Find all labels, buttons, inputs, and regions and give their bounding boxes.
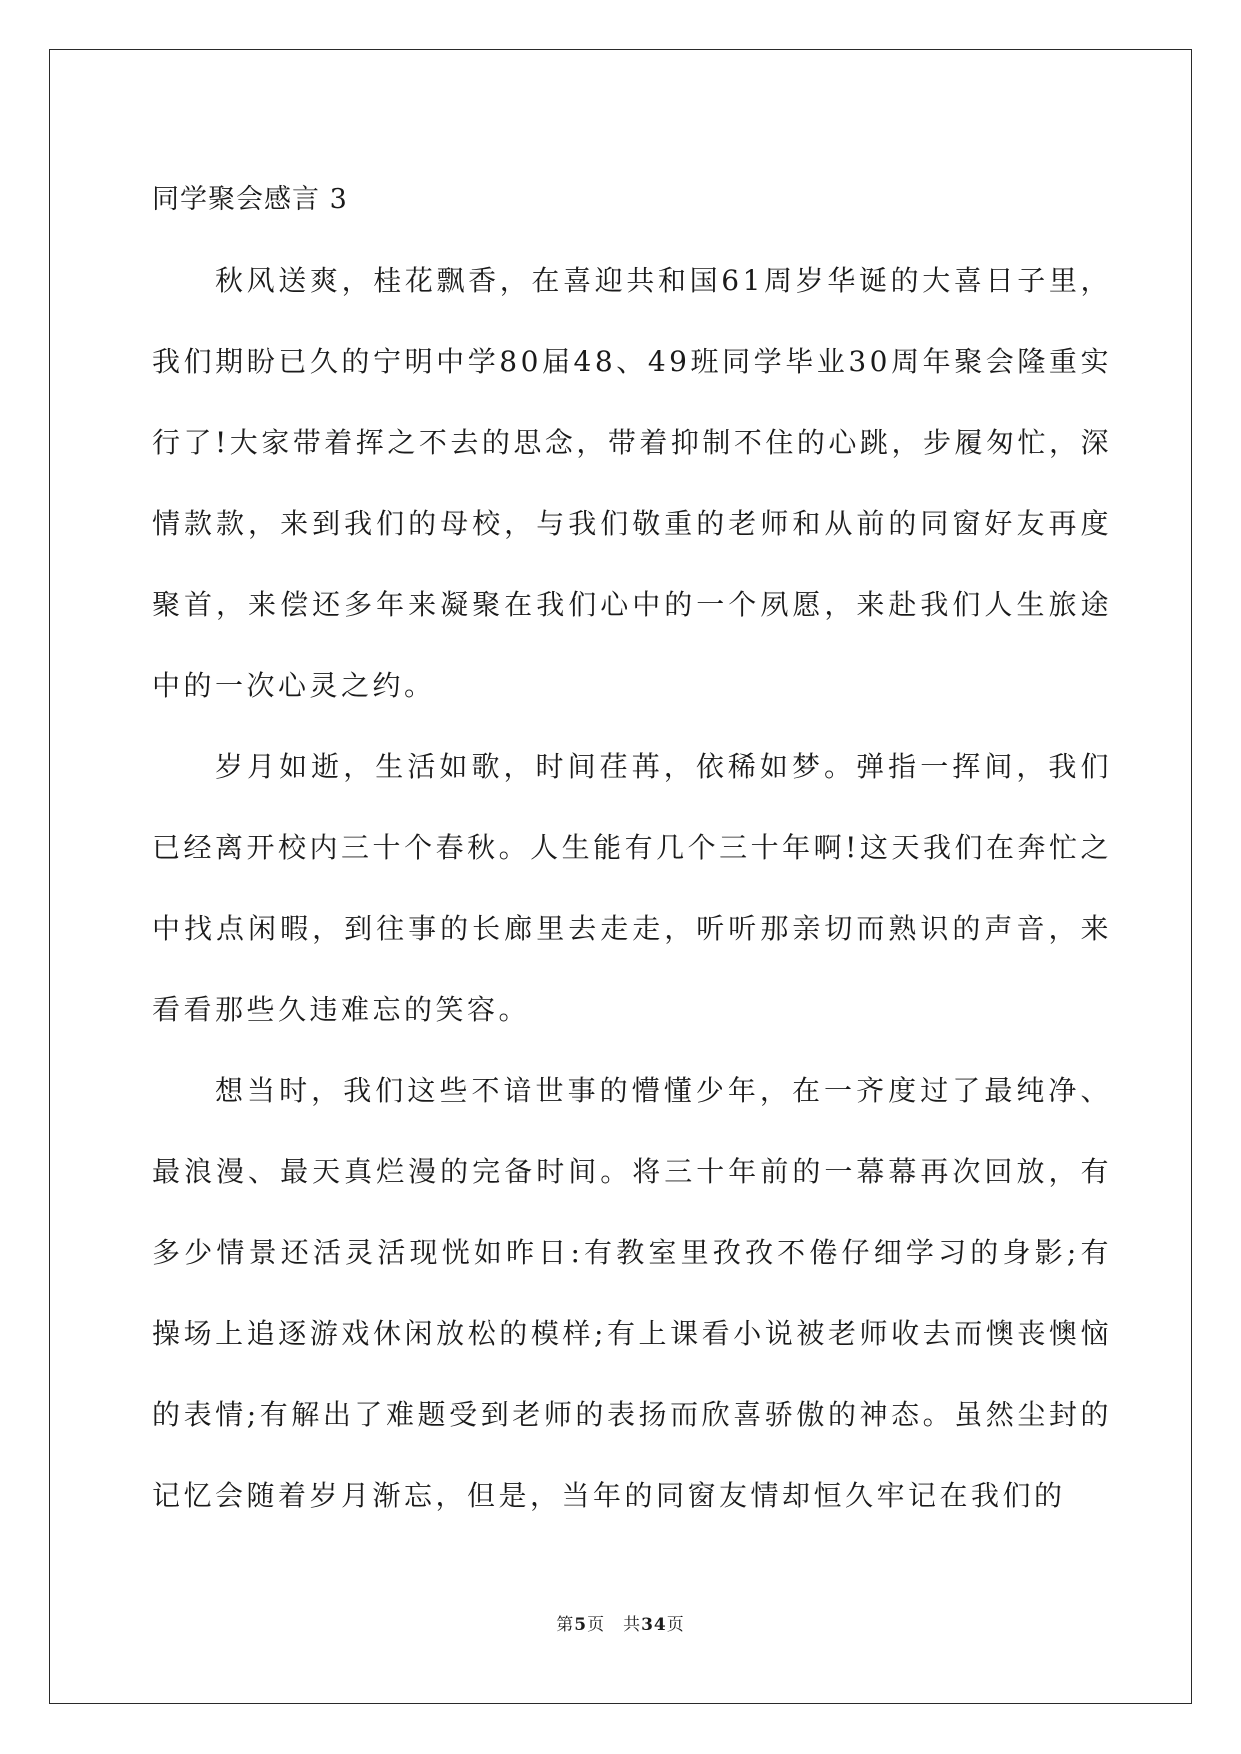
footer-total-pages: 34 bbox=[641, 1615, 667, 1635]
document-title: 同学聚会感言 3 bbox=[152, 184, 348, 215]
footer-total-prefix: 共 bbox=[623, 1615, 642, 1635]
footer-total-unit: 页 bbox=[666, 1615, 685, 1635]
document-body bbox=[152, 160, 1112, 1536]
footer-page-number: 5 bbox=[574, 1615, 588, 1635]
paragraph-1: 秋风送爽，桂花飘香，在喜迎共和国61周岁华诞的大喜日子里，我们期盼已久的宁明中学80届48、49班同学毕业30周年聚会隆重实行了!大家带着挥之不去的思念，带着抑制不住的心跳，步履匆忙，深情款款，来到我们的母校，与我们敬重的老师和从前的同窗好友再度聚首，来偿还多年来凝聚在我们心中的一个夙愿，来赴我们人生旅途中的一次心灵之约。 bbox=[152, 264, 1112, 702]
page-footer bbox=[0, 1610, 1241, 1635]
footer-page-unit: 页 bbox=[587, 1615, 606, 1635]
paragraph-3: 想当时，我们这些不谙世事的懵懂少年，在一齐度过了最纯净、最浪漫、最天真烂漫的完备时间。将三十年前的一幕幕再次回放，有多少情景还活灵活现恍如昨日:有教室里孜孜不倦仔细学习的身影;有操场上追逐游戏休闲放松的模样;有上课看小说被老师收去而懊丧懊恼的表情;有解出了难题受到老师的表扬而欣喜骄傲的神态。虽然尘封的记忆会随着岁月渐忘，但是，当年的同窗友情却恒久牢记在我们的 bbox=[152, 1074, 1112, 1512]
footer-prefix: 第 bbox=[556, 1615, 575, 1635]
paragraph-2: 岁月如逝，生活如歌，时间荏苒，依稀如梦。弹指一挥间，我们已经离开校内三十个春秋。人生能有几个三十年啊!这天我们在奔忙之中找点闲暇，到往事的长廊里去走走，听听那亲切而熟识的声音，来看看那些久违难忘的笑容。 bbox=[152, 750, 1112, 1026]
